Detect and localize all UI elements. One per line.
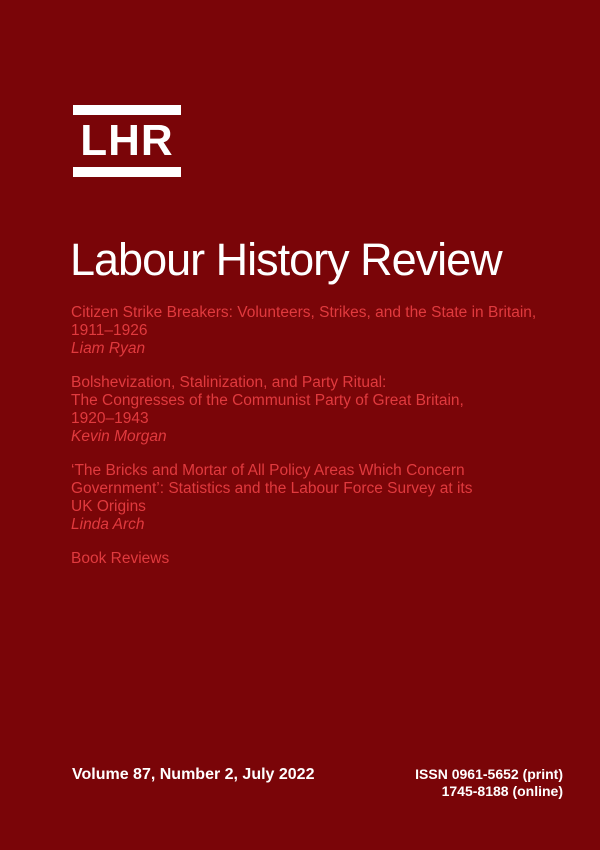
article-title-line: 1911–1926	[71, 322, 148, 339]
logo-bar-bottom	[73, 167, 181, 177]
article-3	[71, 462, 571, 534]
article-1	[71, 304, 571, 358]
article-title-line: UK Origins	[71, 498, 146, 515]
article-title-line: Citizen Strike Breakers: Volunteers, Strikes, and the State in Britain,	[71, 304, 537, 321]
article-title-line: The Congresses of the Communist Party of Great Britain,	[71, 392, 464, 409]
logo-bar-top	[73, 105, 181, 115]
article-title-line: Bolshevization, Stalinization, and Party Ritual:	[71, 374, 387, 391]
logo-text: LHR	[80, 116, 174, 165]
book-reviews-heading: Book Reviews	[71, 550, 170, 567]
article-author: Linda Arch	[71, 516, 145, 533]
article-author: Liam Ryan	[71, 340, 146, 357]
article-title	[71, 304, 571, 340]
lhr-logo	[73, 105, 181, 177]
article-2	[71, 374, 571, 446]
article-title-line: Government’: Statistics and the Labour Force Survey at its	[71, 480, 473, 497]
article-title-line: ‘The Bricks and Mortar of All Policy Areas Which Concern	[71, 462, 465, 479]
article-author: Kevin Morgan	[71, 428, 167, 445]
article-title	[71, 374, 571, 428]
issue-volume: Volume 87, Number 2, July 2022	[72, 766, 315, 783]
article-title	[71, 462, 571, 516]
issn-block	[415, 766, 563, 800]
journal-title: Labour History Review	[70, 234, 502, 285]
issn-online: 1745-8188 (online)	[441, 783, 563, 799]
table-of-contents	[71, 304, 571, 568]
article-title-line: 1920–1943	[71, 410, 149, 427]
issn-print: ISSN 0961-5652 (print)	[415, 766, 563, 782]
